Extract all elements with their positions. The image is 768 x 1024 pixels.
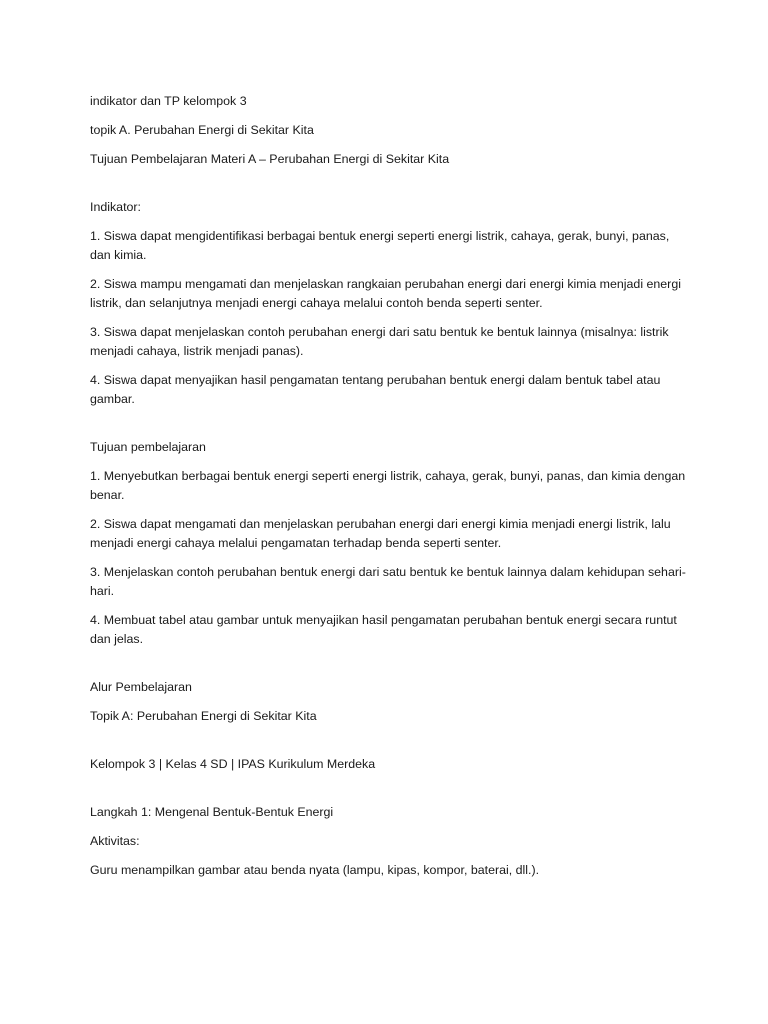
indikator-item-2: 2. Siswa mampu mengamati dan menjelaskan rangkaian perubahan energi dari energi kimia menjadi energi listrik, dan selanjutnya menjadi energi cahaya melalui contoh benda seperti senter.: [90, 277, 681, 310]
topic-line: topik A. Perubahan Energi di Sekitar Kita: [90, 123, 314, 137]
indikator-item-3: 3. Siswa dapat menjelaskan contoh perubahan energi dari satu bentuk ke bentuk lainnya (misalnya: listrik menjadi cahaya, listrik menjadi panas).: [90, 325, 669, 358]
spacer: [90, 784, 690, 803]
aktivitas-text: Guru menampilkan gambar atau benda nyata (lampu, kipas, kompor, baterai, dll.).: [90, 863, 540, 877]
indikator-item-1: 1. Siswa dapat mengidentifikasi berbagai bentuk energi seperti energi listrik, cahaya, gerak, bunyi, panas, dan kimia.: [90, 229, 670, 262]
learning-goal-title: Tujuan Pembelajaran Materi A – Perubahan Energi di Sekitar Kita: [90, 152, 450, 166]
spacer: [90, 736, 690, 755]
tujuan-item-3: 3. Menjelaskan contoh perubahan bentuk energi dari satu bentuk ke bentuk lainnya dalam kehidupan sehari-hari.: [90, 565, 686, 598]
alur-topik: Topik A: Perubahan Energi di Sekitar Kita: [90, 709, 317, 723]
alur-heading: Alur Pembelajaran: [90, 680, 192, 694]
tujuan-heading: Tujuan pembelajaran: [90, 440, 206, 454]
aktivitas-label: Aktivitas:: [90, 834, 140, 848]
spacer: [90, 179, 690, 198]
spacer: [90, 419, 690, 438]
indikator-item-4: 4. Siswa dapat menyajikan hasil pengamatan tentang perubahan bentuk energi dalam bentuk tabel atau gambar.: [90, 373, 661, 406]
tujuan-item-4: 4. Membuat tabel atau gambar untuk menyajikan hasil pengamatan perubahan bentuk energi secara runtut dan jelas.: [90, 613, 677, 646]
kelompok-line: Kelompok 3 | Kelas 4 SD | IPAS Kurikulum Merdeka: [90, 757, 376, 771]
langkah-1-heading: Langkah 1: Mengenal Bentuk-Bentuk Energi: [90, 805, 334, 819]
indikator-heading: Indikator:: [90, 200, 141, 214]
tujuan-item-1: 1. Menyebutkan berbagai bentuk energi seperti energi listrik, cahaya, gerak, bunyi, panas, dan kimia dengan benar.: [90, 469, 686, 502]
spacer: [90, 659, 690, 678]
tujuan-item-2: 2. Siswa dapat mengamati dan menjelaskan perubahan energi dari energi kimia menjadi energi listrik, lalu menjadi energi cahaya melalui pengamatan terhadap benda seperti senter.: [90, 517, 671, 550]
document-title: indikator dan TP kelompok 3: [90, 94, 247, 108]
document-page: [90, 92, 690, 890]
